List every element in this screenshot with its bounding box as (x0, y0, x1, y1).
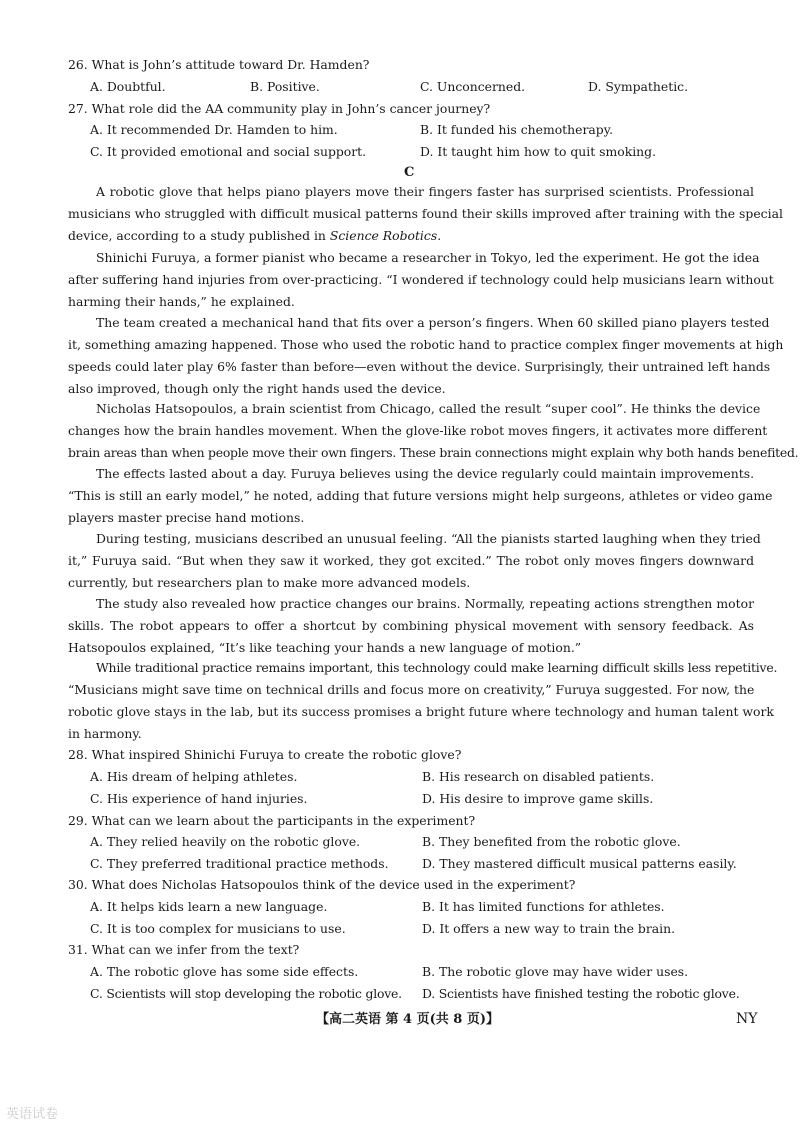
passage-line: robotic glove stays in the lab, but its success promises a bright future where technology and human talent work (68, 704, 774, 719)
corner-watermark: 英语试卷 (6, 1107, 59, 1122)
answer-option: D. Scientists have finished testing the robotic glove. (422, 986, 740, 1001)
answer-option: C. It is too complex for musicians to use. (90, 921, 346, 936)
passage-line: musicians who struggled with difficult musical patterns found their skills improved after training with the special (68, 206, 783, 221)
passage-line: players master precise hand motions. (68, 510, 305, 525)
answer-option: C. Unconcerned. (420, 79, 526, 94)
passage-line: harming their hands,” he explained. (68, 294, 295, 309)
answer-option: A. They relied heavily on the robotic glove. (90, 834, 361, 849)
answer-option: D. They mastered difficult musical patterns easily. (422, 856, 737, 871)
passage-text: device, according to a study published in (68, 228, 330, 243)
question-stem: 26. What is John’s attitude toward Dr. Hamden? (68, 57, 370, 72)
answer-option: C. Scientists will stop developing the robotic glove. (90, 986, 402, 1001)
answer-option: B. His research on disabled patients. (422, 769, 655, 784)
passage-line: also improved, though only the right hands used the device. (68, 381, 446, 396)
page-footer: 【高二英语 第 4 页(共 8 页)】 (316, 1012, 500, 1027)
answer-option: C. His experience of hand injuries. (90, 791, 308, 806)
passage-line: in harmony. (68, 726, 142, 741)
passage-line: speeds could later play 6% faster than before—even without the device. Surprisingly, their untrained left hands (68, 359, 771, 374)
question-stem: 29. What can we learn about the participants in the experiment? (68, 813, 476, 828)
passage-line: it, something amazing happened. Those who used the robotic hand to practice complex finger movements at high (68, 337, 784, 352)
answer-option: B. It funded his chemotherapy. (420, 122, 614, 137)
answer-option: C. They preferred traditional practice methods. (90, 856, 389, 871)
answer-option: A. The robotic glove has some side effects. (90, 964, 359, 979)
answer-option: D. It taught him how to quit smoking. (420, 144, 657, 159)
answer-option: B. The robotic glove may have wider uses. (422, 964, 689, 979)
answer-option: B. It has limited functions for athletes. (422, 899, 665, 914)
question-stem: 28. What inspired Shinichi Furuya to create the robotic glove? (68, 747, 462, 762)
answer-option: B. They benefited from the robotic glove. (422, 834, 681, 849)
passage-line: The effects lasted about a day. Furuya believes using the device regularly could maintain improvements. (96, 466, 755, 481)
passage-line: A robotic glove that helps piano players move their fingers faster has surprised scientists. Professional (96, 184, 754, 199)
passage-line: Nicholas Hatsopoulos, a brain scientist from Chicago, called the result “super cool”. He thinks the device (96, 401, 761, 416)
section-title: C (404, 165, 415, 180)
answer-option: D. His desire to improve game skills. (422, 791, 654, 806)
passage-line: Shinichi Furuya, a former pianist who became a researcher in Tokyo, led the experiment. He got the idea (96, 250, 760, 265)
passage-line: Hatsopoulos explained, “It’s like teaching your hands a new language of motion.” (68, 640, 582, 655)
answer-option: A. Doubtful. (90, 79, 166, 94)
answer-option: A. His dream of helping athletes. (90, 769, 298, 784)
answer-option: B. Positive. (250, 79, 320, 94)
passage-line: The study also revealed how practice changes our brains. Normally, repeating actions strengthen motor (96, 596, 754, 611)
answer-option: C. It provided emotional and social support. (90, 144, 367, 159)
passage-line (68, 227, 441, 245)
passage-line: The team created a mechanical hand that fits over a person’s fingers. When 60 skilled piano players tested (96, 315, 770, 330)
journal-title: Science Robotics (329, 228, 438, 243)
passage-line: While traditional practice remains important, this technology could make learning difficult skills less repetitive. (96, 660, 778, 675)
answer-option: A. It recommended Dr. Hamden to him. (90, 122, 338, 137)
passage-text: . (437, 228, 442, 243)
passage-line: after suffering hand injuries from over-practicing. “I wondered if technology could help musicians learn without (68, 272, 774, 287)
paper-code: NY (736, 1011, 758, 1027)
question-stem: 27. What role did the AA community play in John’s cancer journey? (68, 101, 491, 116)
passage-line: “Musicians might save time on technical drills and focus more on creativity,” Furuya suggested. For now, the (68, 682, 755, 697)
passage-line: “This is still an early model,” he noted, adding that future versions might help surgeons, athletes or video game (68, 488, 773, 503)
passage-line: changes how the brain handles movement. When the glove-like robot moves fingers, it activates more different (68, 423, 768, 438)
answer-option: D. It offers a new way to train the brain. (422, 921, 676, 936)
question-stem: 31. What can we infer from the text? (68, 942, 300, 957)
question-stem: 30. What does Nicholas Hatsopoulos think of the device used in the experiment? (68, 877, 576, 892)
passage-line: it,” Furuya said. “But when they saw it worked, they got excited.” The robot only moves fingers downward (68, 553, 754, 568)
passage-line: During testing, musicians described an unusual feeling. “All the pianists started laughing when they tried (96, 531, 761, 546)
answer-option: D. Sympathetic. (588, 79, 689, 94)
passage-line: skills. The robot appears to offer a shortcut by combining physical movement with sensory feedback. As (68, 618, 754, 633)
passage-line: currently, but researchers plan to make more advanced models. (68, 575, 471, 590)
passage-line: brain areas than when people move their own fingers. These brain connections might explain why both hands benefited. (68, 445, 799, 460)
answer-option: A. It helps kids learn a new language. (90, 899, 328, 914)
